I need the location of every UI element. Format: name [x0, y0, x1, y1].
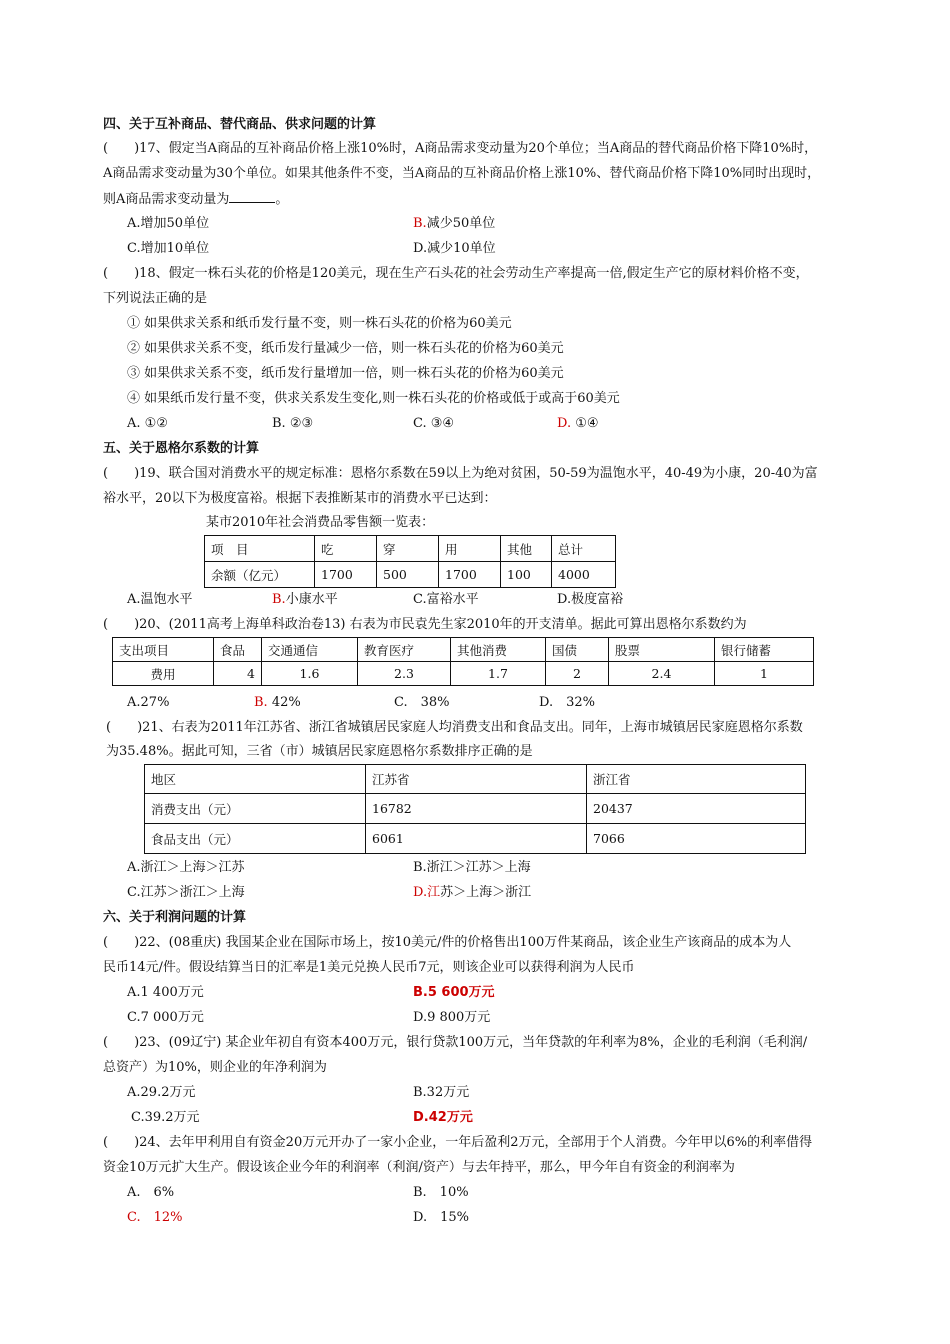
q18-line2: 下列说法正确的是 — [103, 291, 208, 306]
q17-line1: ( )17、假定当A商品的互补商品价格上涨10%时，A商品需求变动量为20个单位；当A商品的替代商品价格下降10%时， — [103, 141, 818, 156]
q17-line3-text: 则A商品需求变动量为 — [103, 192, 230, 207]
table-cell: 国债 — [546, 638, 609, 662]
table-cell: 4 — [214, 662, 262, 686]
q22-option-d: D.9 800万元 — [413, 1010, 491, 1025]
q20-option-b-letter: B. — [254, 695, 268, 710]
q17-line3-end: 。 — [275, 192, 289, 207]
q21-table — [144, 764, 806, 854]
table-cell: 1.6 — [262, 662, 358, 686]
q24-option-c: C. 12% — [127, 1210, 183, 1225]
q21-option-d-text: 苏＞上海＞浙江 — [440, 885, 532, 900]
q23-line2: 总资产）为10%，则企业的年净利润为 — [103, 1060, 327, 1075]
q22-line1: ( )22、(08重庆) 我国某企业在国际市场上，按10美元/件的价格售出100万件某商品，该企业生产该商品的成本为人 — [103, 935, 792, 950]
q24-option-b: B. 10% — [413, 1185, 469, 1200]
section-heading-5: 五、关于恩格尔系数的计算 — [103, 441, 260, 456]
q20-option-d: D. 32% — [539, 695, 595, 710]
table-cell: 7066 — [587, 824, 806, 854]
q19-option-b-letter: B. — [272, 592, 286, 607]
table-cell: 江苏省 — [366, 765, 587, 794]
q20-table — [112, 637, 814, 686]
table-cell: 4000 — [552, 562, 616, 588]
q21-option-c: C.江苏＞浙江＞上海 — [127, 885, 245, 900]
q24-line1: ( )24、去年甲利用自有资金20万元开办了一家小企业，一年后盈利2万元，全部用于个人消费。今年甲以6%的利率借得 — [103, 1135, 813, 1150]
table-cell: 费用 — [113, 662, 214, 686]
q18-statement-4: ④ 如果纸币发行量不变，供求关系发生变化,则一株石头花的价格或低于或高于60美元 — [127, 391, 620, 406]
q18-line1: ( )18、假定一株石头花的价格是120美元，现在生产石头花的社会劳动生产率提高一倍,假定生产它的原材料价格不变， — [103, 266, 809, 281]
table-row — [113, 662, 814, 686]
q23-option-c: C.39.2万元 — [131, 1110, 200, 1125]
q22-line2: 民币14元/件。假设结算当日的汇率是1美元兑换人民币7元，则该企业可以获得利润为人民币 — [103, 960, 635, 975]
table-cell: 股票 — [609, 638, 715, 662]
table-cell: 交通通信 — [262, 638, 358, 662]
answer-blank — [229, 190, 275, 203]
table-cell: 其他消费 — [451, 638, 546, 662]
q18-option-d — [557, 415, 599, 432]
q20-option-a: A.27% — [127, 695, 170, 710]
table-cell: 1700 — [315, 562, 377, 588]
q17-line2: A商品需求变动量为30个单位。如果其他条件不变，当A商品的互补商品价格上涨10%、替代商品价格下降10%同时出现时， — [103, 166, 821, 181]
q19-table-caption: 某市2010年社会消费品零售额一览表： — [206, 515, 435, 530]
q17-option-c: C.增加10单位 — [127, 241, 210, 256]
table-cell: 项 目 — [205, 536, 315, 562]
q18-statement-2: ② 如果供求关系不变，纸币发行量减少一倍，则一株石头花的价格为60美元 — [127, 341, 564, 356]
table-cell: 消费支出（元） — [145, 794, 366, 824]
table-row — [205, 536, 616, 562]
table-cell: 用 — [439, 536, 501, 562]
q18-option-a: A. ①② — [127, 416, 168, 431]
q21-option-b: B.浙江＞江苏＞上海 — [413, 860, 531, 875]
q19-option-d: D.极度富裕 — [557, 592, 624, 607]
q18-option-c: C. ③④ — [413, 416, 455, 431]
q24-option-d: D. 15% — [413, 1210, 469, 1225]
q21-line2: 为35.48%。据此可知，三省（市）城镇居民家庭恩格尔系数排序正确的是 — [106, 744, 533, 759]
q18-statement-3: ③ 如果供求关系不变，纸币发行量增加一倍，则一株石头花的价格为60美元 — [127, 366, 564, 381]
table-cell: 2.3 — [358, 662, 451, 686]
table-cell: 500 — [377, 562, 439, 588]
table-cell: 1.7 — [451, 662, 546, 686]
table-cell: 16782 — [366, 794, 587, 824]
table-cell: 2.4 — [609, 662, 715, 686]
table-row — [145, 794, 806, 824]
q20-option-c: C. 38% — [394, 695, 450, 710]
table-row — [145, 824, 806, 854]
q18-option-d-text: ①④ — [575, 416, 599, 431]
q19-line1: ( )19、联合国对消费水平的规定标准：恩格尔系数在59以上为绝对贫困，50-59为温饱水平，40-49为小康，20-40为富 — [103, 466, 818, 481]
q24-option-a: A. 6% — [127, 1185, 175, 1200]
table-cell: 教育医疗 — [358, 638, 451, 662]
table-cell: 穿 — [377, 536, 439, 562]
q22-option-a: A.1 400万元 — [127, 985, 204, 1000]
q17-option-d: D.减少10单位 — [413, 241, 496, 256]
table-cell: 其他 — [501, 536, 552, 562]
q19-option-c: C.富裕水平 — [413, 592, 479, 607]
q17-option-b-letter: B. — [413, 216, 427, 231]
table-row — [113, 638, 814, 662]
q22-option-c: C.7 000万元 — [127, 1010, 204, 1025]
table-cell: 食品 — [214, 638, 262, 662]
q19-table — [204, 535, 616, 588]
q23-option-d: D.42万元 — [413, 1110, 473, 1125]
table-cell: 总计 — [552, 536, 616, 562]
table-cell: 地区 — [145, 765, 366, 794]
q20-option-b — [254, 694, 301, 711]
table-cell: 浙江省 — [587, 765, 806, 794]
q17-option-a: A.增加50单位 — [127, 216, 210, 231]
table-cell: 食品支出（元） — [145, 824, 366, 854]
q19-line2: 裕水平，20以下为极度富裕。根据下表推断某市的消费水平已达到： — [103, 491, 497, 506]
q17-option-b-text: 减少50单位 — [426, 216, 496, 231]
table-cell: 20437 — [587, 794, 806, 824]
table-cell: 银行储蓄 — [715, 638, 814, 662]
table-cell: 1700 — [439, 562, 501, 588]
table-cell: 6061 — [366, 824, 587, 854]
section-heading-4: 四、关于互补商品、替代商品、供求问题的计算 — [103, 117, 377, 132]
table-cell: 余额（亿元） — [205, 562, 315, 588]
table-cell: 1 — [715, 662, 814, 686]
q17-line3 — [103, 190, 288, 208]
table-cell: 吃 — [315, 536, 377, 562]
q19-option-b-text: 小康水平 — [285, 592, 338, 607]
table-row — [205, 562, 616, 588]
q24-line2: 资金10万元扩大生产。假设该企业今年的利润率（利润/资产）与去年持平，那么，甲今年自有资金的利润率为 — [103, 1160, 735, 1175]
q21-line1: ( )21、右表为2011年江苏省、浙江省城镇居民家庭人均消费支出和食品支出。同年，上海市城镇居民家庭恩格尔系数 — [106, 720, 803, 735]
table-cell: 支出项目 — [113, 638, 214, 662]
section-heading-6: 六、关于利润问题的计算 — [103, 910, 247, 925]
table-cell: 2 — [546, 662, 609, 686]
q20-line1: ( )20、(2011高考上海单科政治卷13) 右表为市民袁先生家2010年的开支清单。据此可算出恩格尔系数约为 — [103, 617, 747, 632]
q21-option-a: A.浙江＞上海＞江苏 — [127, 860, 245, 875]
q21-option-d — [413, 884, 531, 901]
table-row — [145, 765, 806, 794]
q17-option-b — [413, 215, 495, 232]
q18-option-d-letter: D. — [557, 416, 572, 431]
q23-option-a: A.29.2万元 — [127, 1085, 196, 1100]
q19-option-b — [272, 591, 338, 608]
q20-option-b-text: 42% — [271, 695, 301, 710]
q23-option-b: B.32万元 — [413, 1085, 470, 1100]
q18-option-b: B. ②③ — [272, 416, 314, 431]
q18-statement-1: ① 如果供求关系和纸币发行量不变，则一株石头花的价格为60美元 — [127, 316, 512, 331]
q22-option-b: B.5 600万元 — [413, 985, 495, 1000]
q21-option-d-letter: D.江 — [413, 885, 441, 900]
table-cell: 100 — [501, 562, 552, 588]
q23-line1: ( )23、(09辽宁) 某企业年初自有资本400万元，银行贷款100万元，当年贷款的年利率为8%，企业的毛利润（毛利润/ — [103, 1035, 808, 1050]
q19-option-a: A.温饱水平 — [127, 592, 193, 607]
